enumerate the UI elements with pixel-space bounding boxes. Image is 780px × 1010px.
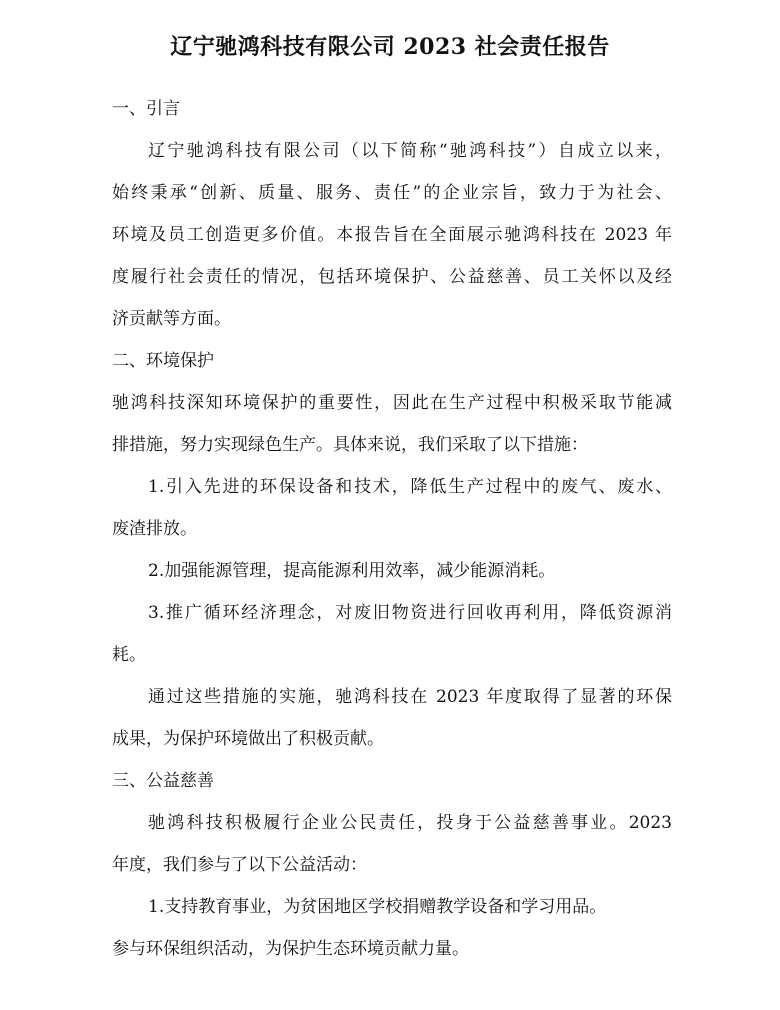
- list-item-line: 耗。: [112, 645, 146, 665]
- section-heading-environment: 二、环境保护: [112, 351, 214, 371]
- paragraph-line: 辽宁驰鸿科技有限公司（以下简称“驰鸿科技”）自成立以来，: [148, 141, 672, 161]
- section-heading-introduction: 一、引言: [112, 99, 180, 119]
- paragraph-line: 排措施，努力实现绿色生产。具体来说，我们采取了以下措施：: [112, 435, 588, 455]
- paragraph-line: 成果，为保护环境做出了积极贡献。: [112, 729, 384, 749]
- list-item-line: 2.加强能源管理，提高能源利用效率，减少能源消耗。: [148, 561, 556, 581]
- paragraph-line: 驰鸿科技积极履行企业公民责任，投身于公益慈善事业。2023: [148, 813, 672, 833]
- paragraph-line: 环境及员工创造更多价值。本报告旨在全面展示驰鸿科技在 2023 年: [112, 225, 672, 245]
- paragraph-line: 度履行社会责任的情况，包括环境保护、公益慈善、员工关怀以及经: [112, 267, 672, 287]
- list-item-line: 1.引入先进的环保设备和技术，降低生产过程中的废气、废水、: [148, 477, 672, 497]
- paragraph-line: 通过这些措施的实施，驰鸿科技在 2023 年度取得了显著的环保: [148, 687, 672, 707]
- list-item-line: 3.推广循环经济理念，对废旧物资进行回收再利用，降低资源消: [148, 603, 672, 623]
- list-item-line: 1.支持教育事业，为贫困地区学校捐赠教学设备和学习用品。: [148, 897, 607, 917]
- report-title: 辽宁驰鸿科技有限公司 2023 社会责任报告: [170, 34, 610, 60]
- section-heading-charity: 三、公益慈善: [112, 771, 214, 791]
- paragraph-line: 驰鸿科技深知环境保护的重要性，因此在生产过程中积极采取节能减: [112, 393, 672, 413]
- list-item-line: 废渣排放。: [112, 519, 197, 539]
- paragraph-line: 济贡献等方面。: [112, 309, 231, 329]
- paragraph-line: 年度，我们参与了以下公益活动：: [112, 855, 367, 875]
- paragraph-line: 始终秉承“创新、质量、服务、责任”的企业宗旨，致力于为社会、: [112, 183, 672, 203]
- list-item-line: 参与环保组织活动，为保护生态环境贡献力量。: [112, 939, 469, 959]
